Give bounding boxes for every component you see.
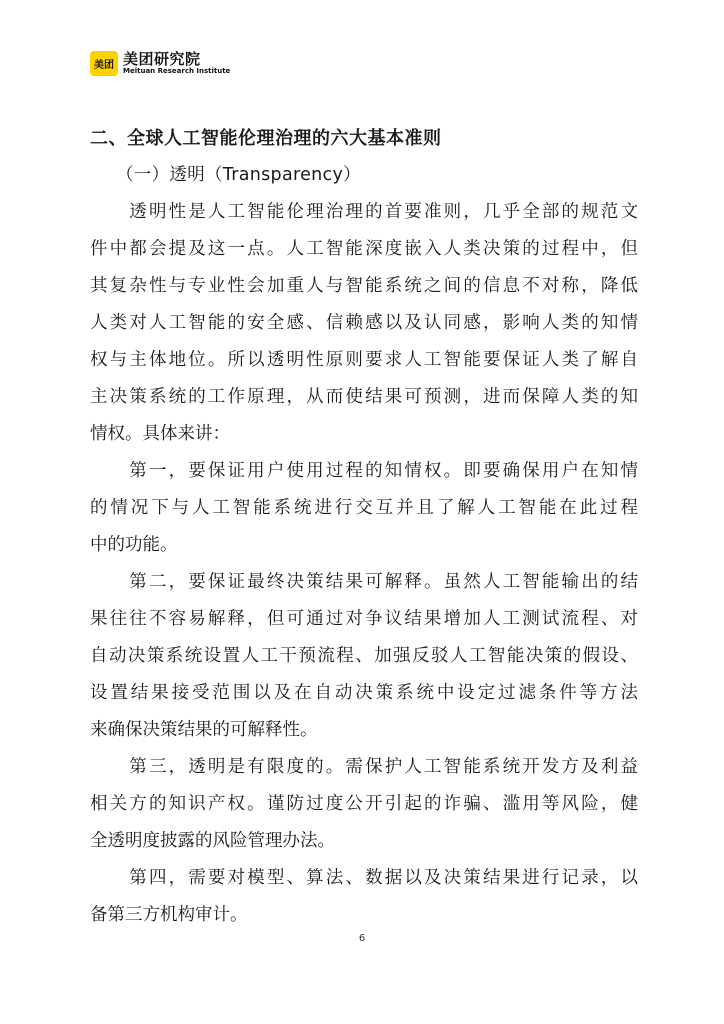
subsection-heading: （一）透明（Transparency） xyxy=(116,165,361,185)
paragraph-line: 备第三方机构审计。 xyxy=(90,905,248,925)
paragraph-line: 透明性是人工智能伦理治理的首要准则，几乎全部的规范文 xyxy=(90,202,638,222)
meituan-logo-icon: 美团 xyxy=(90,51,118,76)
institute-name-en: Meituan Research Institute xyxy=(123,67,231,75)
paragraph-line: 果往往不容易解释，但可通过对争议结果增加人工测试流程、对 xyxy=(90,609,638,629)
paragraph-line: 第一，要保证用户使用过程的知情权。即要确保用户在知情 xyxy=(90,461,638,481)
institute-name-cn: 美团研究院 xyxy=(123,50,201,68)
paragraph-line: 相关方的知识产权。谨防过度公开引起的诈骗、滥用等风险，健 xyxy=(90,794,638,814)
section-heading: 二、全球人工智能伦理治理的六大基本准则 xyxy=(90,128,442,149)
paragraph-line: 的情况下与人工智能系统进行交互并且了解人工智能在此过程 xyxy=(90,498,638,518)
paragraph-line: 第三，透明是有限度的。需保护人工智能系统开发方及利益 xyxy=(90,757,638,777)
page-number: 6 xyxy=(358,933,366,944)
paragraph-line: 第二，要保证最终决策结果可解释。虽然人工智能输出的结 xyxy=(90,572,638,592)
paragraph-line: 全透明度披露的风险管理办法。 xyxy=(90,831,335,851)
paragraph-line: 第四，需要对模型、算法、数据以及决策结果进行记录，以 xyxy=(90,868,638,888)
paragraph-line: 人类对人工智能的安全感、信赖感以及认同感，影响人类的知情 xyxy=(90,313,638,333)
paragraph-line: 中的功能。 xyxy=(90,535,178,555)
paragraph-line: 其复杂性与专业性会加重人与智能系统之间的信息不对称，降低 xyxy=(90,276,638,296)
paragraph-line: 设置结果接受范围以及在自动决策系统中设定过滤条件等方法 xyxy=(90,683,638,703)
paragraph-line: 权与主体地位。所以透明性原则要求人工智能要保证人类了解自 xyxy=(90,350,638,370)
paragraph-line: 件中都会提及这一点。人工智能深度嵌入人类决策的过程中，但 xyxy=(90,239,638,259)
paragraph-line: 主决策系统的工作原理，从而使结果可预测，进而保障人类的知 xyxy=(90,387,638,407)
paragraph-line: 情权。具体来讲： xyxy=(90,424,230,444)
paragraph-line: 来确保决策结果的可解释性。 xyxy=(90,720,318,740)
paragraph-line: 自动决策系统设置人工干预流程、加强反驳人工智能决策的假设、 xyxy=(90,646,638,666)
